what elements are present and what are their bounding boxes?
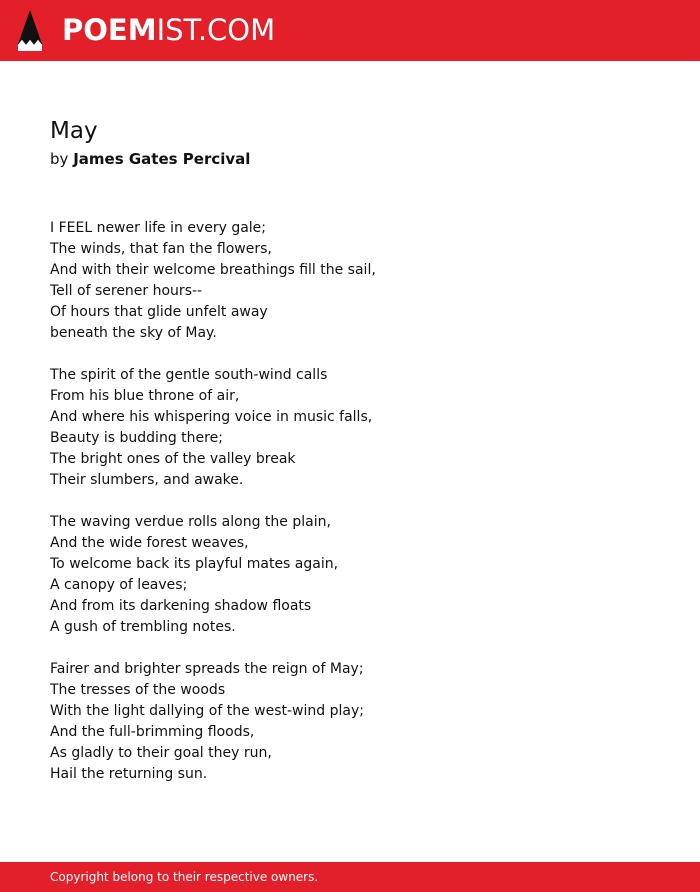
- poem-line: Fairer and brighter spreads the reign of May;: [50, 661, 364, 677]
- site-footer: [0, 862, 700, 892]
- poem-body: [50, 218, 650, 806]
- poem-line: The bright ones of the valley break: [50, 451, 296, 467]
- poem-line: The tresses of the woods: [50, 682, 226, 698]
- stanza: [50, 512, 650, 638]
- stanza: [50, 218, 650, 344]
- poem-line: A canopy of leaves;: [50, 577, 188, 593]
- poem-line: I FEEL newer life in every gale;: [50, 220, 267, 236]
- poem-title: May: [50, 118, 98, 144]
- poem-line: With the light dallying of the west-wind play;: [50, 703, 364, 719]
- poem-line: A gush of trembling notes.: [50, 619, 236, 635]
- copyright-text: Copyright belong to their respective owners.: [50, 870, 319, 884]
- poem-line: And the full-brimming floods,: [50, 724, 255, 740]
- poem-line: As gladly to their goal they run,: [50, 745, 272, 761]
- poem-line: Tell of serener hours--: [50, 283, 203, 299]
- site-logo[interactable]: [62, 12, 275, 48]
- poem-line: Beauty is budding there;: [50, 430, 223, 446]
- poem-line: Of hours that glide unfelt away: [50, 304, 268, 320]
- by-label: by: [50, 150, 69, 168]
- poem-line: The waving verdue rolls along the plain,: [50, 514, 331, 530]
- poem-line: From his blue throne of air,: [50, 388, 240, 404]
- poem-line: The winds, that fan the flowers,: [50, 241, 272, 257]
- logo-light-text: IST.COM: [156, 13, 276, 47]
- poem-line: beneath the sky of May.: [50, 325, 217, 341]
- poem-line: Their slumbers, and awake.: [50, 472, 244, 488]
- site-header: [0, 0, 700, 61]
- logo-bold-text: POEM: [62, 13, 157, 47]
- poem-line: And from its darkening shadow floats: [50, 598, 312, 614]
- stanza: [50, 365, 650, 491]
- poem-line: And with their welcome breathings fill the sail,: [50, 262, 376, 278]
- poem-line: Hail the returning sun.: [50, 766, 208, 782]
- stanza: [50, 659, 650, 785]
- poem-line: And the wide forest weaves,: [50, 535, 249, 551]
- author-name: James Gates Percival: [73, 150, 251, 168]
- poem-line: The spirit of the gentle south-wind calls: [50, 367, 328, 383]
- pencil-icon[interactable]: [18, 10, 42, 51]
- poem-line: And where his whispering voice in music falls,: [50, 409, 373, 425]
- poem-line: To welcome back its playful mates again,: [50, 556, 339, 572]
- byline: [50, 148, 250, 170]
